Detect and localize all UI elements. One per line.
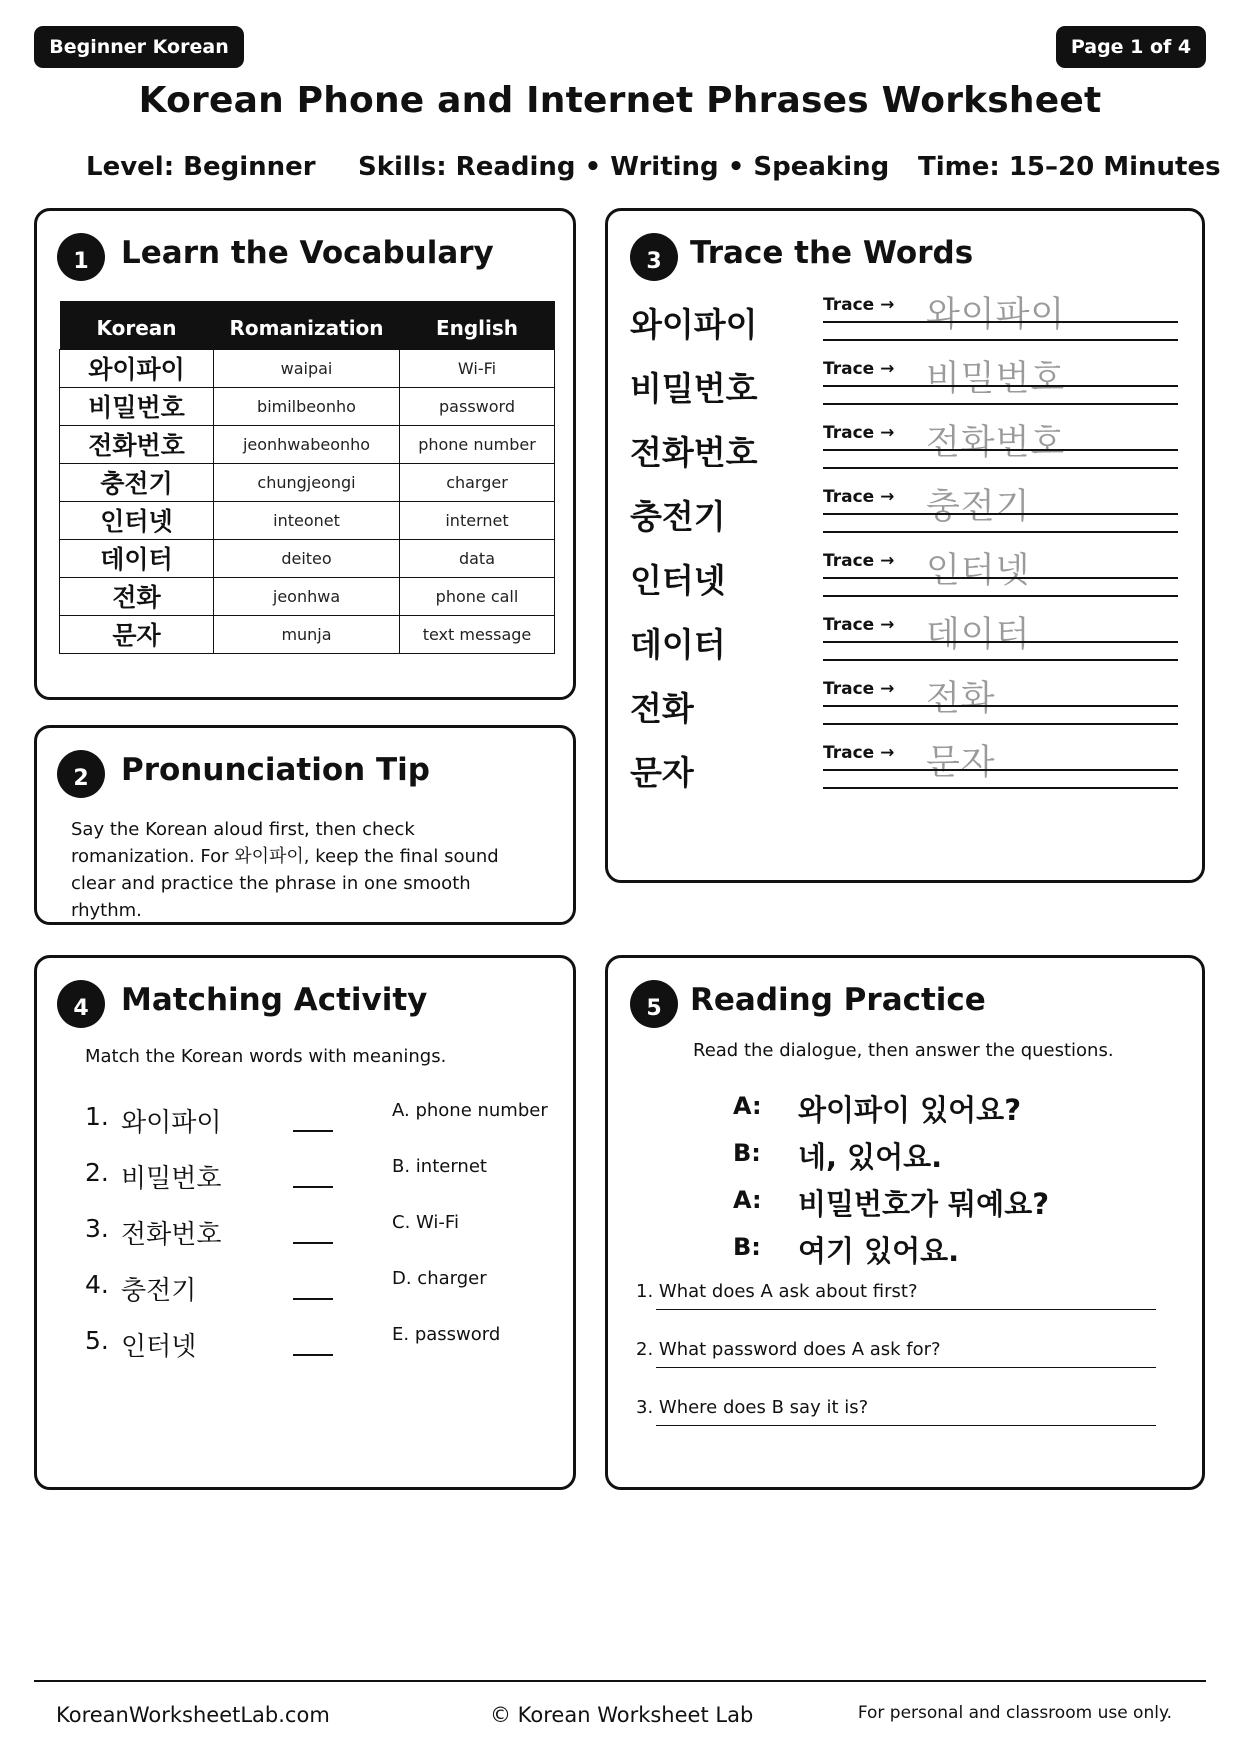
section-number-badge: 5 xyxy=(630,980,678,1028)
time-info: Time: 15–20 Minutes xyxy=(918,152,1221,182)
trace-word: 와이파이 xyxy=(630,305,758,344)
section-number-badge: 4 xyxy=(57,980,105,1028)
table-row xyxy=(60,539,555,577)
footer-copyright: © Korean Worksheet Lab xyxy=(490,1703,754,1727)
romanization-cell: deiteo xyxy=(214,539,400,577)
matching-option: D. charger xyxy=(392,1268,487,1289)
trace-word: 비밀번호 xyxy=(630,369,758,408)
korean-cell: 충전기 xyxy=(60,463,214,501)
footer-divider xyxy=(34,1680,1206,1682)
matching-option: C. Wi-Fi xyxy=(392,1212,459,1233)
romanization-cell: jeonhwa xyxy=(214,577,400,615)
item-number: 3. xyxy=(85,1214,109,1243)
speaker-label: B: xyxy=(733,1139,761,1167)
korean-cell: 데이터 xyxy=(60,539,214,577)
writing-line[interactable] xyxy=(823,403,1178,405)
section-title: Trace the Words xyxy=(690,235,974,271)
trace-line[interactable] xyxy=(823,577,1178,579)
matching-korean-word: 와이파이 xyxy=(121,1108,222,1138)
matching-option: B. internet xyxy=(392,1156,487,1177)
trace-word: 인터넷 xyxy=(630,561,726,600)
trace-word: 전화번호 xyxy=(630,433,758,472)
trace-line[interactable] xyxy=(823,321,1178,323)
korean-cell: 와이파이 xyxy=(60,349,214,387)
trace-label: Trace → xyxy=(823,295,895,315)
writing-line[interactable] xyxy=(823,659,1178,661)
trace-label: Trace → xyxy=(823,679,895,699)
trace-line[interactable] xyxy=(823,641,1178,643)
answer-line[interactable] xyxy=(656,1425,1156,1426)
speaker-label: B: xyxy=(733,1233,761,1261)
romanization-cell: waipai xyxy=(214,349,400,387)
trace-guide-text: 비밀번호 xyxy=(926,359,1066,399)
table-row xyxy=(60,425,555,463)
item-number: 4. xyxy=(85,1270,109,1299)
trace-word: 문자 xyxy=(630,753,694,792)
section-number-badge: 2 xyxy=(57,750,105,798)
column-header-english: English xyxy=(400,301,555,349)
matching-item xyxy=(85,1156,555,1196)
question-text: 2. What password does A ask for? xyxy=(636,1339,941,1360)
trace-label: Trace → xyxy=(823,615,895,635)
section-number-badge: 1 xyxy=(57,233,105,281)
matching-option: A. phone number xyxy=(392,1100,548,1121)
trace-row xyxy=(608,677,1208,741)
answer-blank[interactable] xyxy=(293,1298,333,1300)
answer-blank[interactable] xyxy=(293,1354,333,1356)
matching-korean-word: 전화번호 xyxy=(121,1220,222,1250)
matching-korean-word: 비밀번호 xyxy=(121,1164,222,1194)
answer-blank[interactable] xyxy=(293,1130,333,1132)
trace-word: 전화 xyxy=(630,689,694,728)
trace-row xyxy=(608,293,1208,357)
writing-line[interactable] xyxy=(823,339,1178,341)
trace-row xyxy=(608,357,1208,421)
table-row xyxy=(60,615,555,653)
vocabulary-section xyxy=(34,208,576,700)
trace-label: Trace → xyxy=(823,423,895,443)
dialogue-text: 여기 있어요. xyxy=(798,1234,960,1268)
english-cell: password xyxy=(400,387,555,425)
matching-item xyxy=(85,1100,555,1140)
answer-blank[interactable] xyxy=(293,1242,333,1244)
answer-blank[interactable] xyxy=(293,1186,333,1188)
section-number-badge: 3 xyxy=(630,233,678,281)
dialogue-text: 비밀번호가 뭐예요? xyxy=(798,1187,1050,1221)
table-row xyxy=(60,387,555,425)
english-cell: text message xyxy=(400,615,555,653)
item-number: 2. xyxy=(85,1158,109,1187)
trace-word: 충전기 xyxy=(630,497,726,536)
footer-site-link[interactable]: KoreanWorksheetLab.com xyxy=(56,1703,330,1727)
item-number: 1. xyxy=(85,1102,109,1131)
korean-cell: 비밀번호 xyxy=(60,387,214,425)
trace-line[interactable] xyxy=(823,513,1178,515)
trace-row xyxy=(608,613,1208,677)
table-row xyxy=(60,463,555,501)
speaker-label: A: xyxy=(733,1092,762,1120)
question-text: 1. What does A ask about first? xyxy=(636,1281,918,1302)
english-cell: internet xyxy=(400,501,555,539)
table-row xyxy=(60,501,555,539)
matching-instruction: Match the Korean words with meanings. xyxy=(85,1046,447,1067)
section-title: Reading Practice xyxy=(690,982,986,1018)
trace-label: Trace → xyxy=(823,359,895,379)
section-title: Pronunciation Tip xyxy=(121,752,431,788)
reading-section xyxy=(605,955,1205,1490)
english-cell: charger xyxy=(400,463,555,501)
matching-korean-word: 인터넷 xyxy=(121,1332,197,1362)
trace-word: 데이터 xyxy=(630,625,726,664)
table-row xyxy=(60,577,555,615)
section-title: Learn the Vocabulary xyxy=(121,235,494,271)
english-cell: phone call xyxy=(400,577,555,615)
trace-row xyxy=(608,549,1208,613)
matching-item xyxy=(85,1268,555,1308)
question-item xyxy=(636,1397,1156,1437)
english-cell: Wi-Fi xyxy=(400,349,555,387)
question-item xyxy=(636,1281,1156,1321)
trace-line[interactable] xyxy=(823,769,1178,771)
trace-line[interactable] xyxy=(823,449,1178,451)
trace-line[interactable] xyxy=(823,385,1178,387)
tip-text: Say the Korean aloud first, then check romanization. For 와이파이, keep the final sound clear and practice the phrase in one smooth rhythm. xyxy=(71,819,499,921)
trace-row xyxy=(608,421,1208,485)
trace-label: Trace → xyxy=(823,487,895,507)
writing-line[interactable] xyxy=(823,595,1178,597)
writing-line[interactable] xyxy=(823,723,1178,725)
trace-label: Trace → xyxy=(823,551,895,571)
matching-item xyxy=(85,1324,555,1364)
trace-row xyxy=(608,485,1208,549)
page-indicator: Page 1 of 4 xyxy=(1056,26,1206,68)
question-item xyxy=(636,1339,1156,1379)
trace-section xyxy=(605,208,1205,883)
english-cell: phone number xyxy=(400,425,555,463)
section-title: Matching Activity xyxy=(121,982,428,1018)
answer-line[interactable] xyxy=(656,1367,1156,1368)
trace-guide-text: 데이터 xyxy=(926,615,1031,655)
pronunciation-tip-section xyxy=(34,725,576,925)
matching-item xyxy=(85,1212,555,1252)
table-header-row xyxy=(60,301,555,349)
dialogue-text: 와이파이 있어요? xyxy=(798,1093,1022,1127)
trace-guide-text: 인터넷 xyxy=(926,551,1031,591)
trace-line[interactable] xyxy=(823,705,1178,707)
writing-line[interactable] xyxy=(823,787,1178,789)
answer-line[interactable] xyxy=(656,1309,1156,1310)
matching-option: E. password xyxy=(392,1324,501,1345)
column-header-romanization: Romanization xyxy=(214,301,400,349)
matching-korean-word: 충전기 xyxy=(121,1276,197,1306)
page-title: Korean Phone and Internet Phrases Worksheet xyxy=(138,80,1102,121)
trace-guide-text: 전화번호 xyxy=(926,423,1066,463)
trace-row xyxy=(608,741,1208,805)
column-header-korean: Korean xyxy=(60,301,214,349)
korean-cell: 전화번호 xyxy=(60,425,214,463)
skills-info: Skills: Reading • Writing • Speaking xyxy=(358,152,890,182)
matching-section xyxy=(34,955,576,1490)
english-cell: data xyxy=(400,539,555,577)
trace-guide-text: 전화 xyxy=(926,679,996,719)
question-text: 3. Where does B say it is? xyxy=(636,1397,869,1418)
series-badge: Beginner Korean xyxy=(34,26,244,68)
romanization-cell: inteonet xyxy=(214,501,400,539)
dialogue-text: 네, 있어요. xyxy=(798,1140,943,1174)
writing-line[interactable] xyxy=(823,531,1178,533)
footer-usage-note: For personal and classroom use only. xyxy=(857,1703,1172,1723)
trace-guide-text: 충전기 xyxy=(926,487,1031,527)
romanization-cell: jeonhwabeonho xyxy=(214,425,400,463)
reading-instruction: Read the dialogue, then answer the questions. xyxy=(693,1040,1114,1061)
speaker-label: A: xyxy=(733,1186,762,1214)
korean-cell: 인터넷 xyxy=(60,501,214,539)
vocabulary-table xyxy=(59,301,555,654)
item-number: 5. xyxy=(85,1326,109,1355)
romanization-cell: chungjeongi xyxy=(214,463,400,501)
trace-label: Trace → xyxy=(823,743,895,763)
trace-guide-text: 문자 xyxy=(926,743,996,783)
trace-guide-text: 와이파이 xyxy=(926,295,1066,335)
romanization-cell: bimilbeonho xyxy=(214,387,400,425)
writing-line[interactable] xyxy=(823,467,1178,469)
korean-cell: 전화 xyxy=(60,577,214,615)
korean-cell: 문자 xyxy=(60,615,214,653)
table-row xyxy=(60,349,555,387)
romanization-cell: munja xyxy=(214,615,400,653)
level-info: Level: Beginner xyxy=(86,152,316,182)
